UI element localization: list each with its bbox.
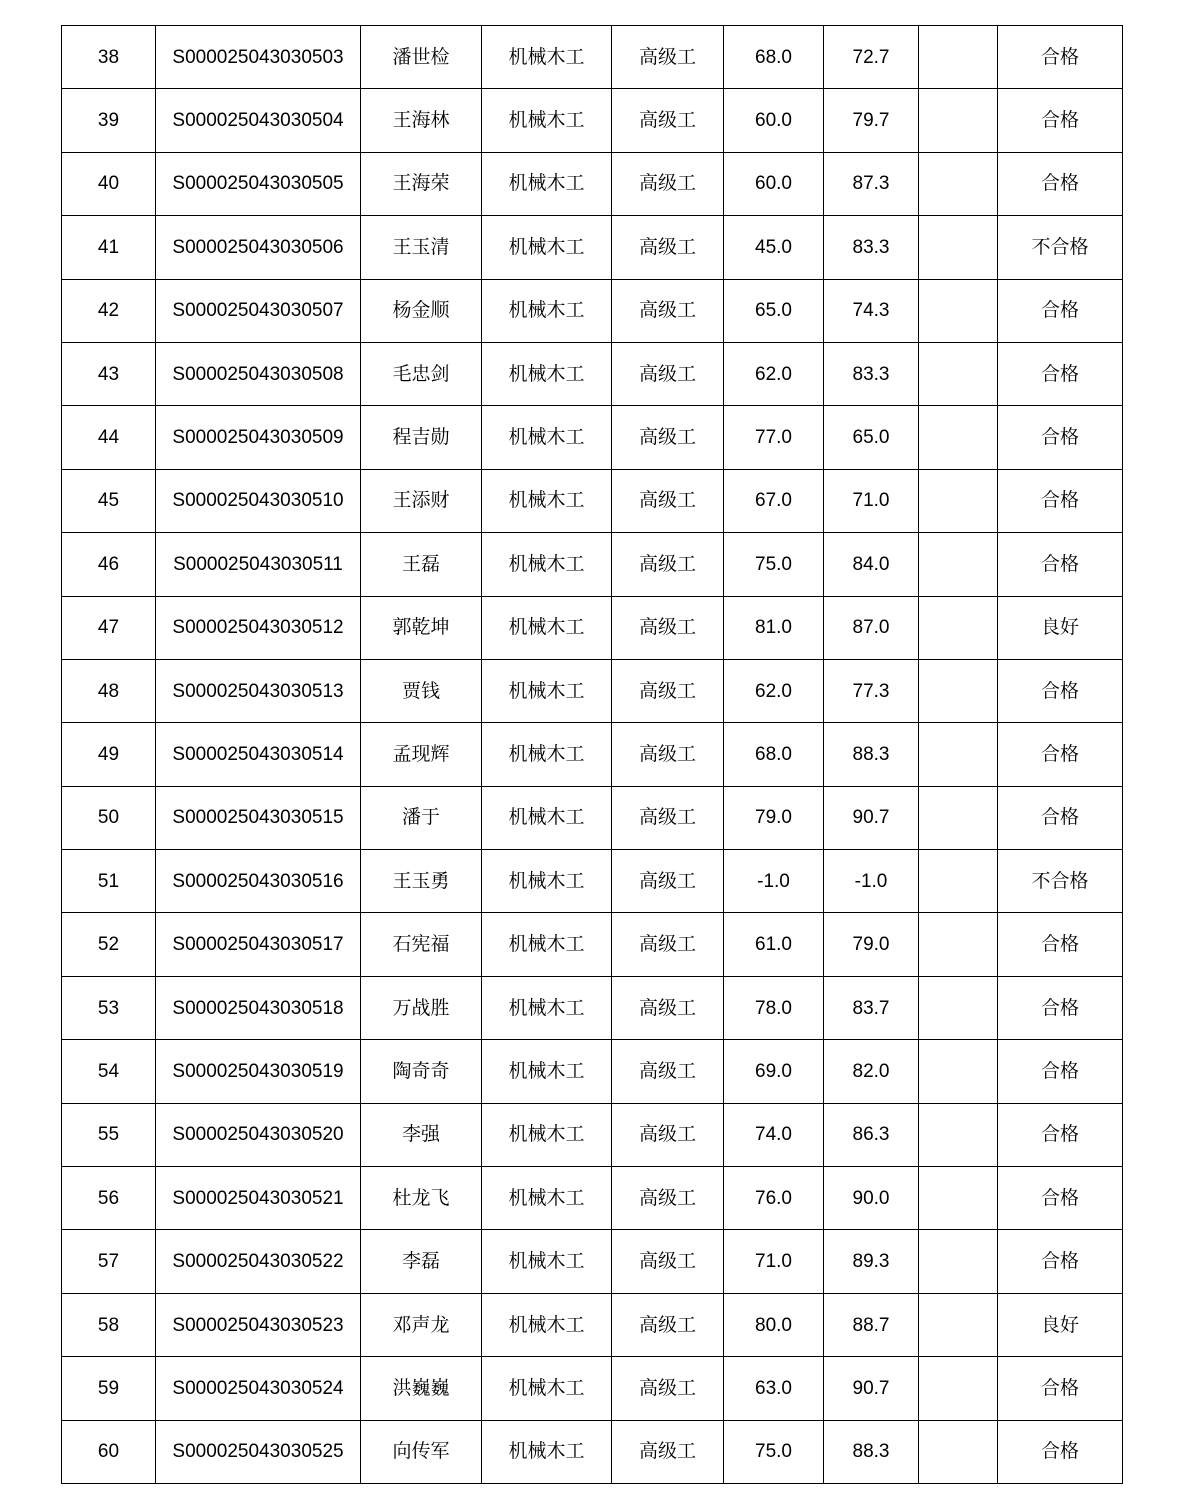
- cell-person-name: 石宪福: [361, 913, 482, 976]
- cell-score-first: 77.0: [724, 406, 824, 469]
- cell-skill-level: 高级工: [612, 406, 724, 469]
- table-row: [62, 659, 1123, 722]
- cell-certificate-id: S000025043030514: [156, 723, 361, 786]
- cell-row-number: 60: [62, 1420, 156, 1483]
- cell-certificate-id: S000025043030513: [156, 659, 361, 722]
- cell-result: 良好: [998, 596, 1123, 659]
- cell-score-first: 68.0: [724, 26, 824, 89]
- cell-score-second: 72.7: [824, 26, 919, 89]
- cell-remark: [919, 533, 998, 596]
- table-row: [62, 342, 1123, 405]
- cell-person-name: 杨金顺: [361, 279, 482, 342]
- table-row: [62, 89, 1123, 152]
- cell-remark: [919, 976, 998, 1039]
- cell-skill-level: 高级工: [612, 89, 724, 152]
- cell-person-name: 向传军: [361, 1420, 482, 1483]
- cell-score-first: 76.0: [724, 1167, 824, 1230]
- cell-score-first: 75.0: [724, 533, 824, 596]
- cell-remark: [919, 26, 998, 89]
- cell-certificate-id: S000025043030523: [156, 1293, 361, 1356]
- cell-certificate-id: S000025043030520: [156, 1103, 361, 1166]
- cell-skill-level: 高级工: [612, 786, 724, 849]
- cell-score-first: 60.0: [724, 89, 824, 152]
- cell-certificate-id: S000025043030522: [156, 1230, 361, 1293]
- cell-certificate-id: S000025043030508: [156, 342, 361, 405]
- cell-row-number: 38: [62, 26, 156, 89]
- cell-remark: [919, 1040, 998, 1103]
- cell-skill-level: 高级工: [612, 279, 724, 342]
- cell-skill-level: 高级工: [612, 1293, 724, 1356]
- cell-row-number: 52: [62, 913, 156, 976]
- cell-score-second: 71.0: [824, 469, 919, 532]
- cell-score-first: 81.0: [724, 596, 824, 659]
- cell-certificate-id: S000025043030512: [156, 596, 361, 659]
- cell-skill-level: 高级工: [612, 1357, 724, 1420]
- cell-row-number: 55: [62, 1103, 156, 1166]
- cell-score-first: 62.0: [724, 342, 824, 405]
- cell-trade: 机械木工: [482, 89, 612, 152]
- cell-trade: 机械木工: [482, 850, 612, 913]
- cell-score-first: 62.0: [724, 659, 824, 722]
- results-table-body: [62, 26, 1123, 1484]
- cell-certificate-id: S000025043030517: [156, 913, 361, 976]
- cell-row-number: 41: [62, 216, 156, 279]
- cell-skill-level: 高级工: [612, 659, 724, 722]
- cell-score-second: 87.3: [824, 152, 919, 215]
- cell-score-second: 74.3: [824, 279, 919, 342]
- cell-score-first: -1.0: [724, 850, 824, 913]
- cell-person-name: 邓声龙: [361, 1293, 482, 1356]
- cell-trade: 机械木工: [482, 596, 612, 659]
- cell-result: 合格: [998, 342, 1123, 405]
- table-row: [62, 469, 1123, 532]
- table-row: [62, 1230, 1123, 1293]
- cell-row-number: 54: [62, 1040, 156, 1103]
- cell-person-name: 潘世检: [361, 26, 482, 89]
- cell-person-name: 王海林: [361, 89, 482, 152]
- cell-result: 合格: [998, 786, 1123, 849]
- cell-remark: [919, 1420, 998, 1483]
- cell-certificate-id: S000025043030510: [156, 469, 361, 532]
- cell-score-second: 83.3: [824, 342, 919, 405]
- cell-row-number: 44: [62, 406, 156, 469]
- cell-remark: [919, 1230, 998, 1293]
- cell-row-number: 43: [62, 342, 156, 405]
- cell-certificate-id: S000025043030511: [156, 533, 361, 596]
- cell-certificate-id: S000025043030518: [156, 976, 361, 1039]
- cell-skill-level: 高级工: [612, 976, 724, 1039]
- cell-certificate-id: S000025043030506: [156, 216, 361, 279]
- cell-certificate-id: S000025043030504: [156, 89, 361, 152]
- cell-score-second: 90.0: [824, 1167, 919, 1230]
- cell-certificate-id: S000025043030519: [156, 1040, 361, 1103]
- cell-score-first: 67.0: [724, 469, 824, 532]
- cell-row-number: 50: [62, 786, 156, 849]
- cell-trade: 机械木工: [482, 1103, 612, 1166]
- cell-certificate-id: S000025043030503: [156, 26, 361, 89]
- table-row: [62, 406, 1123, 469]
- cell-score-first: 79.0: [724, 786, 824, 849]
- table-row: [62, 913, 1123, 976]
- table-row: [62, 723, 1123, 786]
- table-row: [62, 1293, 1123, 1356]
- cell-score-first: 60.0: [724, 152, 824, 215]
- cell-result: 良好: [998, 1293, 1123, 1356]
- cell-score-second: 84.0: [824, 533, 919, 596]
- cell-result: 合格: [998, 723, 1123, 786]
- cell-score-first: 74.0: [724, 1103, 824, 1166]
- cell-score-second: 89.3: [824, 1230, 919, 1293]
- cell-result: 合格: [998, 469, 1123, 532]
- cell-result: 合格: [998, 406, 1123, 469]
- cell-trade: 机械木工: [482, 152, 612, 215]
- cell-trade: 机械木工: [482, 1357, 612, 1420]
- cell-skill-level: 高级工: [612, 596, 724, 659]
- cell-score-second: 83.7: [824, 976, 919, 1039]
- cell-person-name: 王玉清: [361, 216, 482, 279]
- cell-person-name: 程吉勋: [361, 406, 482, 469]
- cell-person-name: 王海荣: [361, 152, 482, 215]
- cell-remark: [919, 786, 998, 849]
- cell-result: 不合格: [998, 850, 1123, 913]
- cell-certificate-id: S000025043030525: [156, 1420, 361, 1483]
- cell-row-number: 51: [62, 850, 156, 913]
- cell-trade: 机械木工: [482, 786, 612, 849]
- cell-certificate-id: S000025043030524: [156, 1357, 361, 1420]
- cell-trade: 机械木工: [482, 1230, 612, 1293]
- cell-row-number: 42: [62, 279, 156, 342]
- cell-person-name: 毛忠剑: [361, 342, 482, 405]
- cell-result: 合格: [998, 1040, 1123, 1103]
- cell-trade: 机械木工: [482, 913, 612, 976]
- cell-person-name: 陶奇奇: [361, 1040, 482, 1103]
- cell-certificate-id: S000025043030516: [156, 850, 361, 913]
- cell-score-second: 88.3: [824, 723, 919, 786]
- cell-remark: [919, 406, 998, 469]
- cell-trade: 机械木工: [482, 1293, 612, 1356]
- cell-remark: [919, 152, 998, 215]
- table-row: [62, 976, 1123, 1039]
- cell-result: 合格: [998, 1167, 1123, 1230]
- table-row: [62, 786, 1123, 849]
- cell-remark: [919, 342, 998, 405]
- table-row: [62, 26, 1123, 89]
- cell-remark: [919, 913, 998, 976]
- cell-person-name: 潘于: [361, 786, 482, 849]
- cell-person-name: 王磊: [361, 533, 482, 596]
- cell-result: 合格: [998, 1103, 1123, 1166]
- cell-person-name: 郭乾坤: [361, 596, 482, 659]
- cell-row-number: 53: [62, 976, 156, 1039]
- cell-person-name: 王添财: [361, 469, 482, 532]
- cell-trade: 机械木工: [482, 723, 612, 786]
- table-row: [62, 152, 1123, 215]
- cell-remark: [919, 1103, 998, 1166]
- cell-score-first: 78.0: [724, 976, 824, 1039]
- cell-score-second: -1.0: [824, 850, 919, 913]
- cell-skill-level: 高级工: [612, 1167, 724, 1230]
- cell-certificate-id: S000025043030515: [156, 786, 361, 849]
- cell-person-name: 万战胜: [361, 976, 482, 1039]
- table-row: [62, 1420, 1123, 1483]
- table-row: [62, 279, 1123, 342]
- cell-trade: 机械木工: [482, 1167, 612, 1230]
- cell-skill-level: 高级工: [612, 1230, 724, 1293]
- cell-certificate-id: S000025043030509: [156, 406, 361, 469]
- cell-remark: [919, 469, 998, 532]
- cell-result: 合格: [998, 89, 1123, 152]
- cell-result: 合格: [998, 976, 1123, 1039]
- cell-score-second: 77.3: [824, 659, 919, 722]
- cell-trade: 机械木工: [482, 1040, 612, 1103]
- cell-row-number: 48: [62, 659, 156, 722]
- cell-remark: [919, 1293, 998, 1356]
- cell-score-first: 63.0: [724, 1357, 824, 1420]
- cell-score-first: 68.0: [724, 723, 824, 786]
- cell-trade: 机械木工: [482, 469, 612, 532]
- cell-result: 合格: [998, 1230, 1123, 1293]
- cell-remark: [919, 723, 998, 786]
- cell-result: 合格: [998, 1420, 1123, 1483]
- cell-person-name: 贾钱: [361, 659, 482, 722]
- cell-remark: [919, 850, 998, 913]
- cell-remark: [919, 89, 998, 152]
- cell-remark: [919, 1357, 998, 1420]
- cell-remark: [919, 279, 998, 342]
- cell-trade: 机械木工: [482, 976, 612, 1039]
- cell-person-name: 王玉勇: [361, 850, 482, 913]
- cell-certificate-id: S000025043030505: [156, 152, 361, 215]
- cell-score-second: 88.3: [824, 1420, 919, 1483]
- cell-skill-level: 高级工: [612, 1103, 724, 1166]
- cell-remark: [919, 596, 998, 659]
- cell-score-first: 80.0: [724, 1293, 824, 1356]
- cell-score-second: 88.7: [824, 1293, 919, 1356]
- cell-skill-level: 高级工: [612, 1420, 724, 1483]
- cell-row-number: 45: [62, 469, 156, 532]
- cell-remark: [919, 659, 998, 722]
- cell-result: 合格: [998, 533, 1123, 596]
- cell-skill-level: 高级工: [612, 26, 724, 89]
- cell-skill-level: 高级工: [612, 723, 724, 786]
- table-row: [62, 1357, 1123, 1420]
- cell-score-second: 90.7: [824, 786, 919, 849]
- cell-skill-level: 高级工: [612, 152, 724, 215]
- cell-score-second: 79.0: [824, 913, 919, 976]
- cell-skill-level: 高级工: [612, 469, 724, 532]
- cell-trade: 机械木工: [482, 26, 612, 89]
- cell-score-first: 71.0: [724, 1230, 824, 1293]
- cell-skill-level: 高级工: [612, 1040, 724, 1103]
- cell-trade: 机械木工: [482, 533, 612, 596]
- cell-person-name: 李磊: [361, 1230, 482, 1293]
- table-row: [62, 596, 1123, 659]
- cell-score-second: 82.0: [824, 1040, 919, 1103]
- cell-remark: [919, 1167, 998, 1230]
- cell-trade: 机械木工: [482, 659, 612, 722]
- cell-skill-level: 高级工: [612, 342, 724, 405]
- cell-person-name: 李强: [361, 1103, 482, 1166]
- cell-person-name: 洪巍巍: [361, 1357, 482, 1420]
- cell-remark: [919, 216, 998, 279]
- table-row: [62, 1103, 1123, 1166]
- cell-score-second: 87.0: [824, 596, 919, 659]
- cell-row-number: 56: [62, 1167, 156, 1230]
- cell-trade: 机械木工: [482, 1420, 612, 1483]
- cell-result: 合格: [998, 279, 1123, 342]
- cell-skill-level: 高级工: [612, 533, 724, 596]
- cell-person-name: 孟现辉: [361, 723, 482, 786]
- cell-skill-level: 高级工: [612, 913, 724, 976]
- table-row: [62, 1040, 1123, 1103]
- cell-row-number: 40: [62, 152, 156, 215]
- cell-certificate-id: S000025043030507: [156, 279, 361, 342]
- cell-skill-level: 高级工: [612, 216, 724, 279]
- results-table: [61, 25, 1123, 1484]
- cell-score-second: 86.3: [824, 1103, 919, 1166]
- cell-trade: 机械木工: [482, 216, 612, 279]
- cell-result: 合格: [998, 1357, 1123, 1420]
- cell-row-number: 59: [62, 1357, 156, 1420]
- cell-score-second: 79.7: [824, 89, 919, 152]
- cell-score-first: 45.0: [724, 216, 824, 279]
- cell-skill-level: 高级工: [612, 850, 724, 913]
- cell-row-number: 46: [62, 533, 156, 596]
- cell-result: 合格: [998, 659, 1123, 722]
- table-row: [62, 533, 1123, 596]
- cell-score-first: 69.0: [724, 1040, 824, 1103]
- cell-score-second: 83.3: [824, 216, 919, 279]
- cell-certificate-id: S000025043030521: [156, 1167, 361, 1230]
- cell-row-number: 39: [62, 89, 156, 152]
- cell-result: 合格: [998, 152, 1123, 215]
- cell-score-first: 61.0: [724, 913, 824, 976]
- table-row: [62, 1167, 1123, 1230]
- cell-row-number: 49: [62, 723, 156, 786]
- cell-result: 合格: [998, 26, 1123, 89]
- cell-person-name: 杜龙飞: [361, 1167, 482, 1230]
- table-row: [62, 850, 1123, 913]
- cell-trade: 机械木工: [482, 342, 612, 405]
- cell-row-number: 58: [62, 1293, 156, 1356]
- table-row: [62, 216, 1123, 279]
- cell-row-number: 47: [62, 596, 156, 659]
- cell-result: 不合格: [998, 216, 1123, 279]
- cell-score-second: 65.0: [824, 406, 919, 469]
- cell-score-second: 90.7: [824, 1357, 919, 1420]
- cell-score-first: 65.0: [724, 279, 824, 342]
- cell-row-number: 57: [62, 1230, 156, 1293]
- cell-result: 合格: [998, 913, 1123, 976]
- cell-score-first: 75.0: [724, 1420, 824, 1483]
- cell-trade: 机械木工: [482, 406, 612, 469]
- cell-trade: 机械木工: [482, 279, 612, 342]
